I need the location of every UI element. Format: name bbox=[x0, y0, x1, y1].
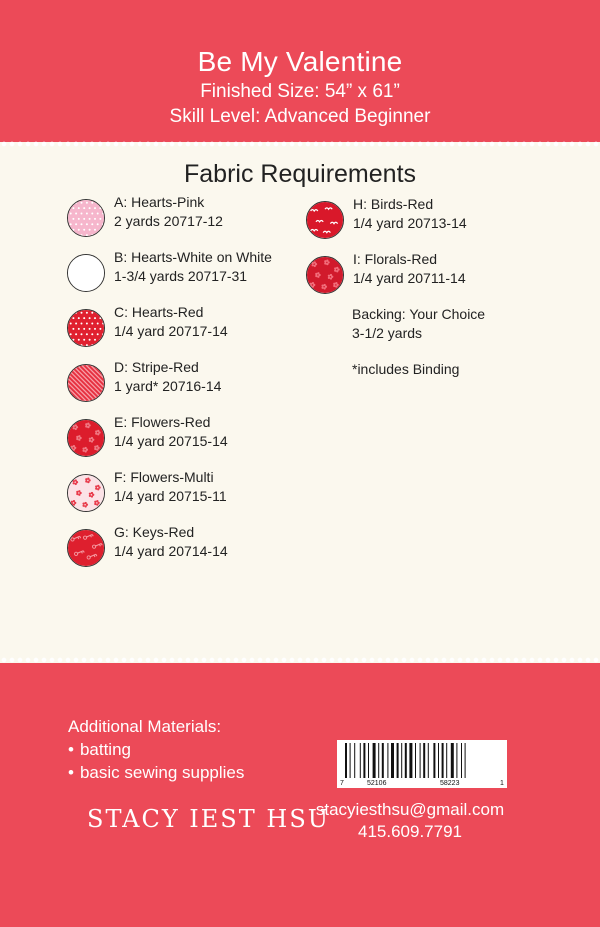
binding-note: *includes Binding bbox=[352, 361, 460, 377]
fabric-amount: 1/4 yard 20717-14 bbox=[114, 323, 228, 339]
barcode-bar bbox=[423, 743, 425, 778]
barcode-bar bbox=[405, 743, 407, 778]
swatch-pattern bbox=[68, 365, 104, 401]
fabric-swatch-d bbox=[67, 364, 105, 402]
material-item: • batting bbox=[68, 738, 244, 761]
contact-email[interactable]: stacyiesthsu@gmail.com bbox=[315, 800, 505, 819]
additional-materials bbox=[68, 715, 244, 784]
barcode-bar bbox=[363, 743, 365, 778]
barcode-bar bbox=[465, 743, 466, 778]
barcode-bar bbox=[456, 743, 457, 778]
fabric-name: I: Florals-Red bbox=[353, 251, 438, 267]
barcode-bar bbox=[345, 743, 347, 778]
fabric-amount: 1/4 yard 20713-14 bbox=[353, 215, 467, 231]
barcode-bar bbox=[401, 743, 402, 778]
barcode bbox=[337, 740, 507, 788]
fabric-requirements-heading: Fabric Requirements bbox=[183, 160, 417, 188]
fabric-swatch-i bbox=[306, 256, 344, 294]
contact-phone: 415.609.7791 bbox=[358, 822, 462, 841]
fabric-amount: 1/4 yard 20715-11 bbox=[114, 488, 227, 504]
fabric-swatch-c bbox=[67, 309, 105, 347]
barcode-digit: 52106 bbox=[367, 780, 387, 787]
fabric-name: D: Stripe-Red bbox=[114, 359, 199, 375]
fabric-name: B: Hearts-White on White bbox=[114, 249, 272, 265]
barcode-bar bbox=[409, 743, 412, 778]
footer-band bbox=[0, 663, 600, 927]
backing-info bbox=[352, 305, 485, 343]
barcode-bar bbox=[415, 743, 416, 778]
barcode-bar bbox=[420, 743, 421, 778]
swatch-pattern bbox=[68, 475, 104, 511]
barcode-bar bbox=[428, 743, 429, 778]
barcode-bar bbox=[387, 743, 388, 778]
fabric-swatch-h bbox=[306, 201, 344, 239]
swatch-pattern bbox=[68, 255, 104, 291]
designer-logo: STACY IEST HSU bbox=[87, 805, 330, 833]
barcode-digit: 7 bbox=[340, 780, 344, 787]
barcode-bar bbox=[382, 743, 384, 778]
fabric-amount: 1-3/4 yards 20717-31 bbox=[114, 268, 248, 284]
fabric-name: A: Hearts-Pink bbox=[114, 194, 205, 210]
fabric-swatch-b bbox=[67, 254, 105, 292]
barcode-bar bbox=[391, 743, 394, 778]
fabric-amount: 1/4 yard 20715-14 bbox=[114, 433, 228, 449]
fabric-swatch-f bbox=[67, 474, 105, 512]
fabric-name: H: Birds-Red bbox=[353, 196, 434, 212]
swatch-pattern bbox=[68, 200, 104, 236]
additional-materials-heading: Additional Materials: bbox=[68, 717, 222, 736]
swatch-pattern bbox=[68, 420, 104, 456]
header-scallop-border bbox=[0, 140, 600, 148]
barcode-bar bbox=[378, 743, 379, 778]
fabric-amount: 1/4 yard 20711-14 bbox=[353, 270, 466, 286]
barcode-bar bbox=[360, 743, 361, 778]
barcode-bar bbox=[373, 743, 376, 778]
fabric-name: C: Hearts-Red bbox=[114, 304, 204, 320]
barcode-bar bbox=[438, 743, 439, 778]
fabric-name: E: Flowers-Red bbox=[114, 414, 211, 430]
material-item: • basic sewing supplies bbox=[68, 761, 244, 784]
fabric-amount: 1/4 yard 20714-14 bbox=[114, 543, 228, 559]
skill-level: Skill Level: Advanced Beginner bbox=[169, 106, 431, 127]
fabric-swatch-g bbox=[67, 529, 105, 567]
fabric-amount: 2 yards 20717-12 bbox=[114, 213, 223, 229]
barcode-digit: 58223 bbox=[440, 780, 460, 787]
swatch-pattern bbox=[307, 257, 343, 293]
barcode-bar bbox=[397, 743, 399, 778]
barcode-bar bbox=[354, 743, 355, 778]
barcode-bar bbox=[461, 743, 462, 778]
barcode-bar bbox=[446, 743, 447, 778]
barcode-bar bbox=[350, 743, 351, 778]
swatch-pattern bbox=[307, 202, 343, 238]
fabric-name: F: Flowers-Multi bbox=[114, 469, 214, 485]
fabric-swatch-a bbox=[67, 199, 105, 237]
backing-label: Backing: Your Choice bbox=[352, 306, 486, 322]
barcode-bar bbox=[451, 743, 454, 778]
barcode-bar bbox=[368, 743, 369, 778]
barcode-bar bbox=[442, 743, 444, 778]
barcode-graphic bbox=[337, 740, 507, 788]
fabric-name: G: Keys-Red bbox=[114, 524, 195, 540]
fabric-swatch-e bbox=[67, 419, 105, 457]
barcode-digit: 1 bbox=[500, 780, 504, 787]
barcode-bar bbox=[433, 743, 435, 778]
swatch-pattern bbox=[68, 310, 104, 346]
swatch-pattern bbox=[68, 530, 104, 566]
backing-amount: 3-1/2 yards bbox=[352, 325, 423, 341]
fabric-amount: 1 yard* 20716-14 bbox=[114, 378, 222, 394]
finished-size: Finished Size: 54” x 61” bbox=[200, 81, 400, 102]
pattern-title: Be My Valentine bbox=[197, 46, 403, 77]
